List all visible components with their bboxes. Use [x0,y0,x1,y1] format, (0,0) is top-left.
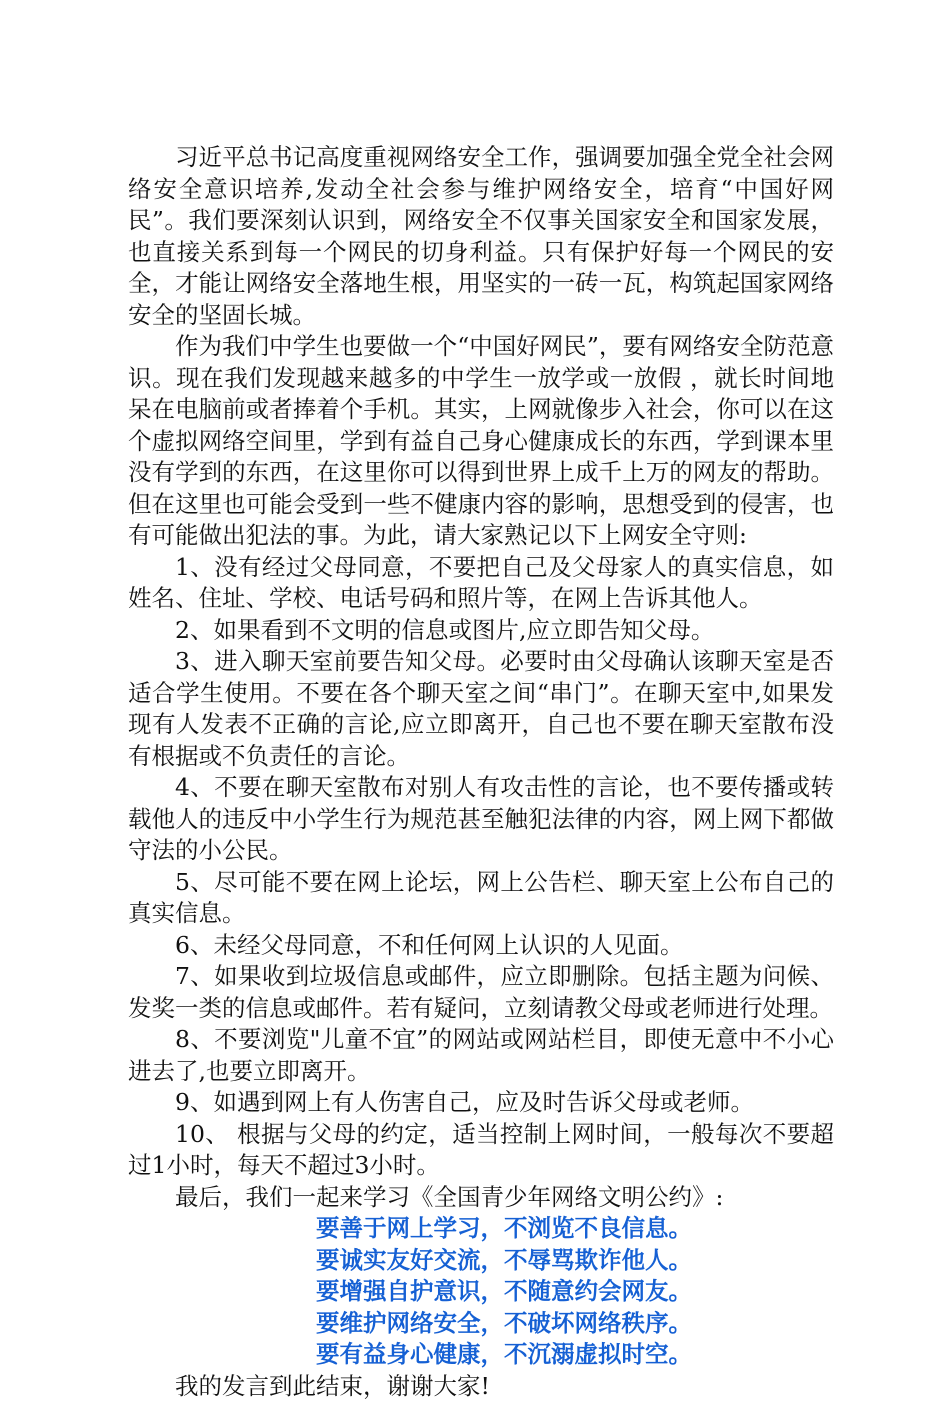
rule-8: 8、不要浏览"儿童不宜”的网站或网站栏目，即使无意中不小心进去了,也要立即离开。 [128,1024,834,1087]
rule-9: 9、如遇到网上有人伤害自己，应及时告诉父母或老师。 [128,1087,834,1119]
rule-3: 3、进入聊天室前要告知父母。必要时由父母确认该聊天室是否适合学生使用。不要在各个聊天室之间“串门”。在聊天室中,如果发现有人发表不正确的言论,应立即离开，自己也不要在聊天室散布没有根据或不负责任的言论。 [128,646,834,772]
document-body [128,142,834,1402]
rule-2: 2、如果看到不文明的信息或图片,应立即告知父母。 [128,615,834,647]
rule-4: 4、不要在聊天室散布对别人有攻击性的言论，也不要传播或转载他人的违反中小学生行为规范甚至触犯法律的内容，网上网下都做守法的小公民。 [128,772,834,867]
convention-line-4: 要维护网络安全，不破坏网络秩序。 [316,1308,834,1340]
rule-6: 6、未经父母同意，不和任何网上认识的人见面。 [128,930,834,962]
convention-line-5: 要有益身心健康，不沉溺虚拟时空。 [316,1339,834,1371]
convention-line-1: 要善于网上学习，不浏览不良信息。 [316,1213,834,1245]
convention-intro: 最后，我们一起来学习《全国青少年网络文明公约》: [128,1182,834,1214]
convention-line-2: 要诚实友好交流，不辱骂欺诈他人。 [316,1245,834,1277]
intro-paragraph-1: 习近平总书记高度重视网络安全工作，强调要加强全党全社会网络安全意识培养,发动全社会参与维护网络安全，培育“中国好网民”。我们要深刻认识到，网络安全不仅事关国家安全和国家发展，也直接关系到每一个网民的切身利益。只有保护好每一个网民的安全，才能让网络安全落地生根，用坚实的一砖一瓦，构筑起国家网络安全的坚固长城。 [128,142,834,331]
convention-line-3: 要增强自护意识，不随意约会网友。 [316,1276,834,1308]
rule-7: 7、如果收到垃圾信息或邮件，应立即删除。包括主题为问候、发奖一类的信息或邮件。若有疑问，立刻请教父母或老师进行处理。 [128,961,834,1024]
convention-pledges [128,1213,834,1371]
intro-paragraph-2: 作为我们中学生也要做一个“中国好网民”，要有网络安全防范意识。现在我们发现越来越多的中学生一放学或一放假 ，就长时间地呆在电脑前或者捧着个手机。其实，上网就像步入社会，你可以在这个虚拟网络空间里，学到有益自己身心健康成长的东西，学到课本里没有学到的东西，在这里你可以得到世界上成千上万的网友的帮助。但在这里也可能会受到一些不健康内容的影响，思想受到的侵害，也有可能做出犯法的事。为此，请大家熟记以下上网安全守则: [128,331,834,552]
closing-remark: 我的发言到此结束，谢谢大家! [128,1371,834,1402]
rule-10: 10、 根据与父母的约定，适当控制上网时间，一般每次不要超过1小时，每天不超过3小时。 [128,1119,834,1182]
rule-1: 1、没有经过父母同意，不要把自己及父母家人的真实信息，如姓名、住址、学校、电话号码和照片等，在网上告诉其他人。 [128,552,834,615]
rule-5: 5、尽可能不要在网上论坛，网上公告栏、聊天室上公布自己的真实信息。 [128,867,834,930]
